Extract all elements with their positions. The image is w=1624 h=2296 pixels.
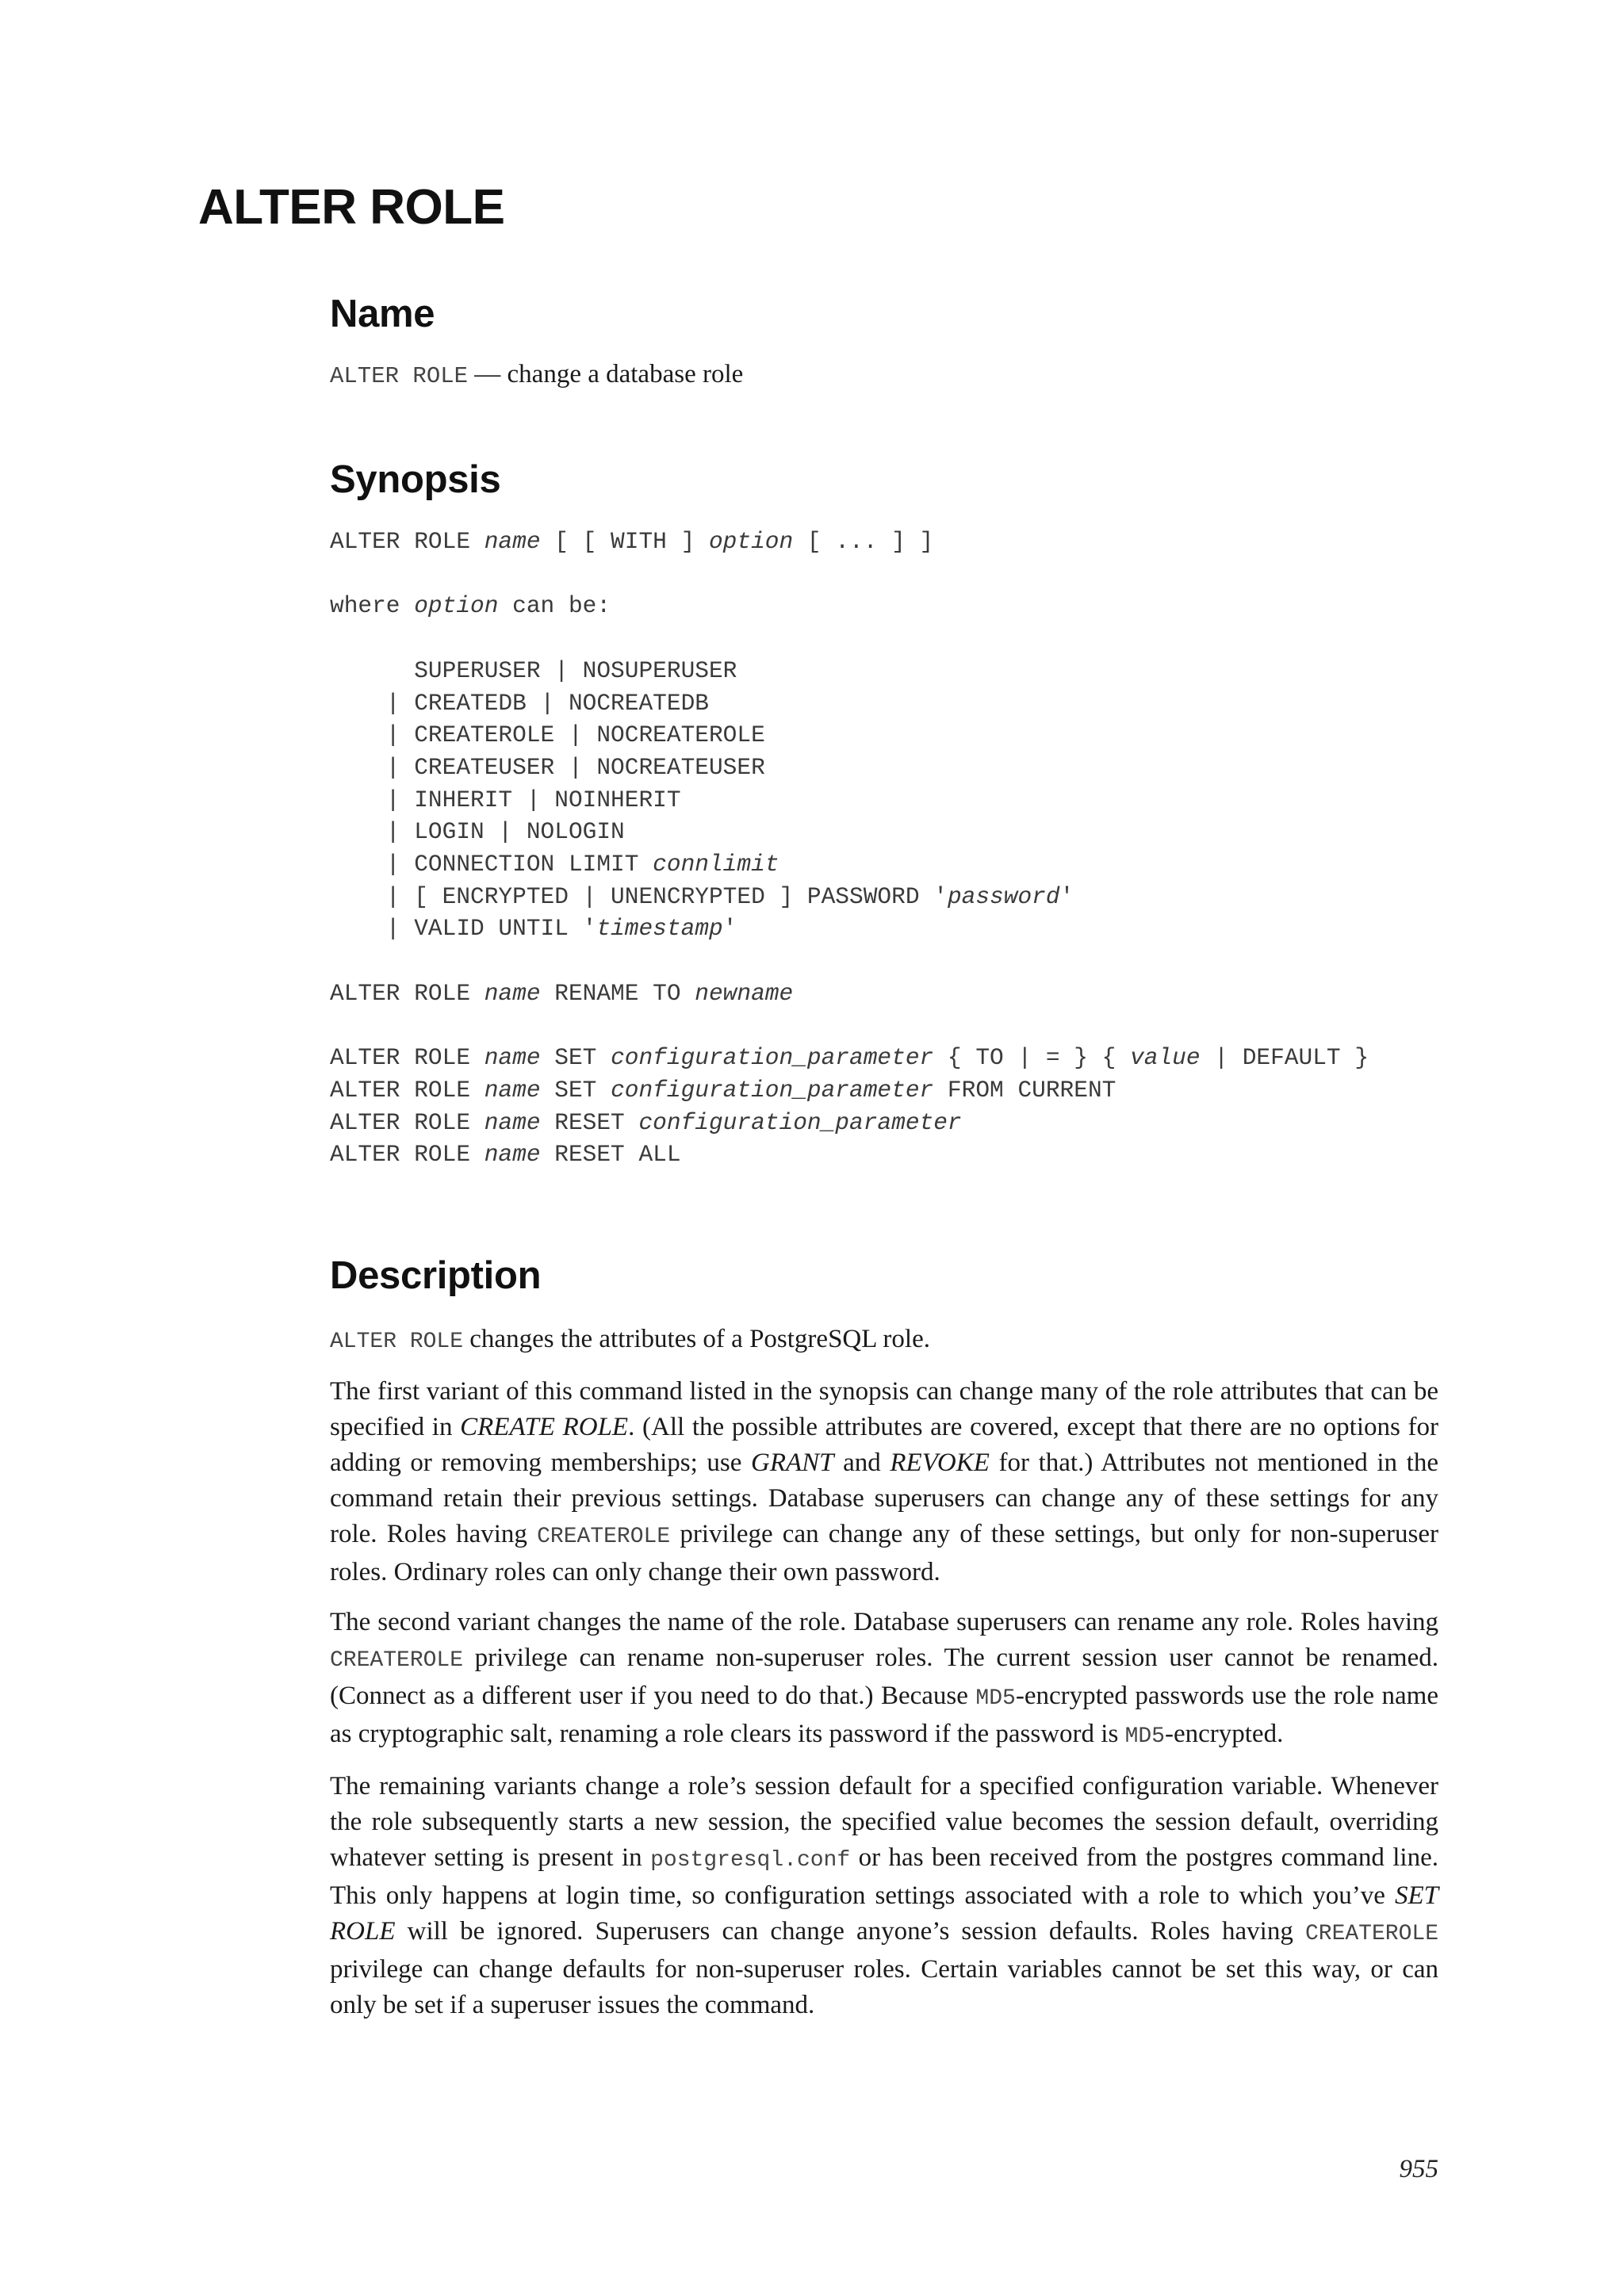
name-section [330, 292, 1438, 392]
synopsis-text: ALTER ROLE [330, 1108, 485, 1136]
synopsis-text: | CREATEUSER | NOCREATEUSER [330, 753, 765, 781]
description-paragraph [330, 1605, 1438, 1755]
inline-code: postgresql.conf [650, 1848, 851, 1873]
description-body [330, 1322, 1438, 2023]
description-paragraph [330, 1769, 1438, 2023]
synopsis-line [330, 1044, 1369, 1071]
synopsis-text: | CONNECTION LIMIT [330, 851, 653, 878]
command-summary: change a database role [507, 360, 744, 388]
paragraph-text: for that.) Attributes not mentioned in the command retain their previous settings. Database superusers can change any of these settings for any role. Roles having [330, 1448, 1438, 1549]
synopsis-text: RESET ALL [540, 1141, 681, 1169]
synopsis-line [330, 1077, 1116, 1104]
paragraph-text: or has been received from the postgres command line. This only happens at login time, so configuration settings associated with a role to which you’ve [330, 1843, 1438, 1911]
synopsis-placeholder: name [484, 1141, 541, 1169]
synopsis-line [330, 1109, 962, 1136]
paragraph-text: will be ignored. Superusers can change anyone’s session defaults. Roles having [395, 1917, 1305, 1946]
paragraph-text: -encrypted passwords use the role name as cryptographic salt, renaming a role clears its password if the password is [330, 1682, 1438, 1749]
synopsis-line [330, 1141, 681, 1168]
synopsis-text: RENAME TO [540, 979, 695, 1007]
synopsis-line [330, 528, 933, 555]
paragraph-text: changes the attributes of a PostgreSQL role. [463, 1325, 930, 1354]
synopsis-text: can be: [498, 592, 611, 620]
synopsis-placeholder: connlimit [653, 851, 779, 878]
synopsis-line [330, 915, 737, 942]
synopsis-line [330, 592, 611, 619]
paragraph-text: The remaining variants change a role’s session default for a specified configuration variable. Whenever the role subsequently starts a new session, the specified value becomes the session default, overriding whatever setting is present in [330, 1772, 1438, 1873]
synopsis-text: ALTER ROLE [330, 979, 485, 1007]
paragraph-text: privilege can change defaults for non-superuser roles. Certain variables cannot be set this way, or can only be set if a superuser issues the command. [330, 1955, 1438, 2020]
page-title: ALTER ROLE [198, 180, 505, 235]
name-dash: — [468, 360, 508, 388]
description-paragraph [330, 1322, 1438, 1360]
synopsis-placeholder: newname [695, 979, 794, 1007]
inline-code: CREATEROLE [1304, 1922, 1438, 1947]
synopsis-placeholder: option [708, 528, 794, 555]
synopsis-section [330, 457, 1438, 1171]
synopsis-text: [ [ WITH ] [540, 528, 709, 555]
description-section [330, 1253, 1438, 2023]
synopsis-line [330, 851, 779, 878]
synopsis-text: FROM CURRENT [933, 1076, 1116, 1104]
inline-code: CREATEROLE [330, 1648, 464, 1674]
synopsis-text: | DEFAULT } [1200, 1044, 1369, 1072]
name-summary [330, 358, 1438, 392]
synopsis-placeholder: name [484, 1076, 541, 1104]
synopsis-placeholder: timestamp [596, 915, 723, 943]
synopsis-placeholder: configuration_parameter [611, 1076, 934, 1104]
paragraph-text: and [833, 1448, 891, 1478]
paragraph-text: . (All the possible attributes are covered, except that there are no options for adding or removing memberships; use [330, 1413, 1439, 1478]
name-heading: Name [330, 293, 435, 335]
synopsis-line [330, 980, 793, 1007]
synopsis-text: ALTER ROLE [330, 1044, 485, 1072]
synopsis-text: SET [540, 1076, 611, 1104]
paragraph-text: -encrypted. [1164, 1720, 1284, 1749]
paragraph-text: privilege can change any of these settings, but only for non-superuser roles. Ordinary roles can only change their own password. [330, 1520, 1438, 1587]
inline-code: CREATEROLE [537, 1525, 671, 1550]
content-column [330, 292, 1438, 2038]
inline-code: ALTER ROLE [330, 1330, 464, 1355]
synopsis-text: where [330, 592, 415, 620]
synopsis-text: | [ ENCRYPTED | UNENCRYPTED ] PASSWORD ' [330, 882, 948, 910]
synopsis-text: ' [722, 915, 737, 943]
command-reference: GRANT [750, 1448, 834, 1478]
synopsis-text: | INHERIT | NOINHERIT [330, 786, 681, 813]
command-name: ALTER ROLE [330, 363, 469, 389]
synopsis-placeholder: password [947, 882, 1060, 910]
inline-code: MD5 [975, 1686, 1016, 1712]
synopsis-placeholder: option [414, 592, 499, 620]
command-reference: REVOKE [890, 1448, 990, 1478]
synopsis-text: SUPERUSER | NOSUPERUSER [330, 656, 737, 684]
synopsis-line [330, 754, 765, 781]
synopsis-line [330, 721, 765, 748]
synopsis-line [330, 818, 625, 845]
command-reference: CREATE ROLE [460, 1413, 629, 1442]
synopsis-text: ALTER ROLE [330, 1141, 485, 1169]
synopsis-line [330, 690, 709, 717]
paragraph-text: The first variant of this command listed in the synopsis can change many of the role attributes that can be specified in [330, 1377, 1438, 1442]
page-number: 955 [1399, 2155, 1438, 2183]
synopsis-text: [ ... ] ] [793, 528, 934, 555]
synopsis-text: ' [1059, 882, 1074, 910]
synopsis-text: ALTER ROLE [330, 1076, 485, 1104]
synopsis-placeholder: name [484, 1044, 541, 1072]
synopsis-text: | LOGIN | NOLOGIN [330, 818, 625, 846]
inline-code: MD5 [1124, 1724, 1165, 1750]
synopsis-placeholder: name [484, 1108, 541, 1136]
synopsis-line [330, 657, 737, 684]
synopsis-code [330, 526, 1438, 1171]
synopsis-text: ALTER ROLE [330, 528, 485, 555]
command-reference: SET ROLE [330, 1881, 1438, 1946]
description-paragraph [330, 1374, 1438, 1590]
synopsis-placeholder: name [484, 528, 541, 555]
synopsis-text: SET [540, 1044, 611, 1072]
synopsis-line [330, 786, 681, 813]
paragraph-text: privilege can rename non-superuser roles. The current session user cannot be renamed. (Connect as a different user if you need to do that.) Because [330, 1644, 1438, 1711]
synopsis-line [330, 883, 1074, 910]
synopsis-placeholder: configuration_parameter [638, 1108, 962, 1136]
synopsis-heading: Synopsis [330, 458, 501, 501]
synopsis-text: RESET [540, 1108, 639, 1136]
synopsis-text: | CREATEDB | NOCREATEDB [330, 689, 709, 717]
synopsis-placeholder: name [484, 979, 541, 1007]
paragraph-text: The second variant changes the name of the role. Database superusers can rename any role. Roles having [330, 1608, 1438, 1637]
synopsis-placeholder: configuration_parameter [611, 1044, 934, 1072]
synopsis-text: { TO | = } { [933, 1044, 1131, 1072]
synopsis-text: | CREATEROLE | NOCREATEROLE [330, 721, 765, 749]
synopsis-text: | VALID UNTIL ' [330, 915, 597, 943]
description-heading: Description [330, 1254, 542, 1298]
synopsis-placeholder: value [1130, 1044, 1201, 1072]
